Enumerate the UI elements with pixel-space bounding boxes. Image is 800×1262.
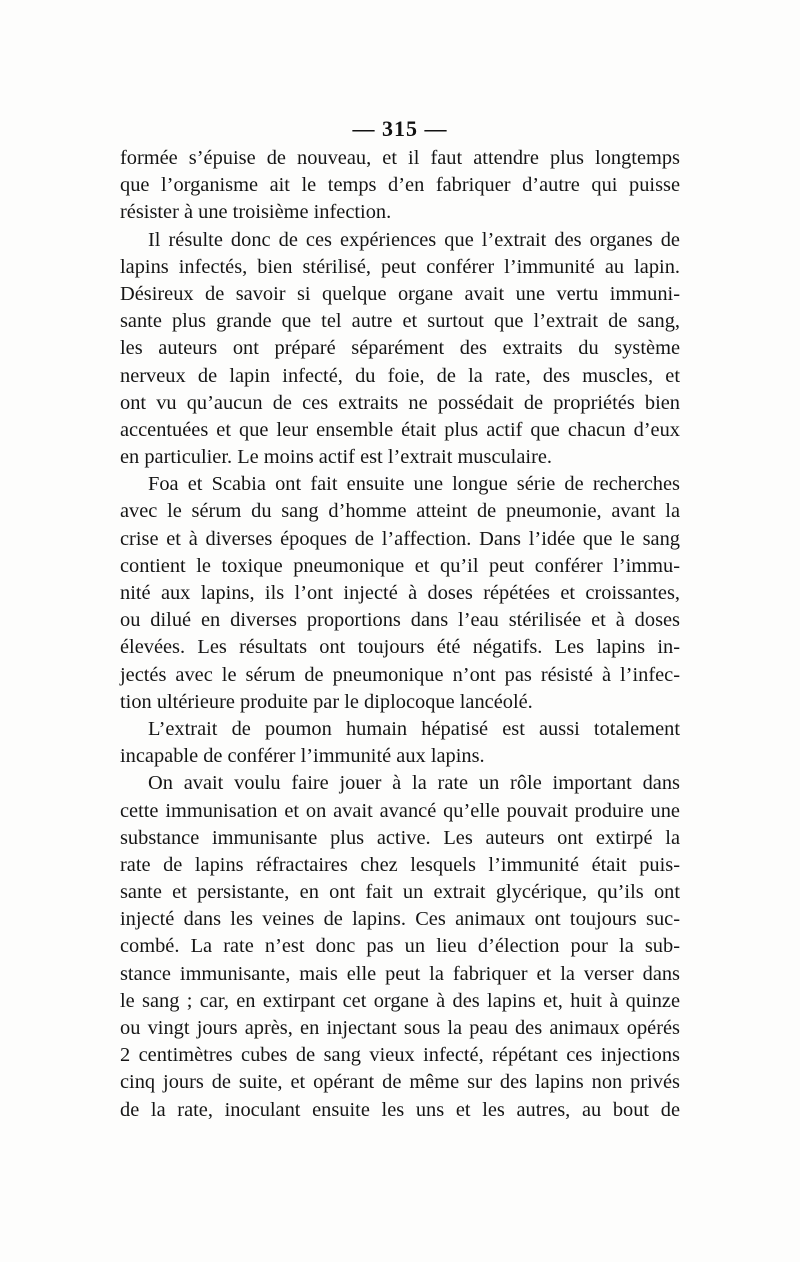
paragraph [120,227,680,472]
text-line: Il résulte donc de ces expériences que l’extrait des organes de [148,228,680,251]
text-line: contient le toxique pneumonique et qu’il peut conférer l’immu- [120,554,680,577]
text-line: rate de lapins réfractaires chez lesquels l’immunité était puis- [120,853,680,876]
text-line: de la rate, inoculant ensuite les uns et les autres, au bout de [120,1098,680,1121]
text-line: lapins infectés, bien stérilisé, peut conférer l’immunité au lapin. [120,255,680,278]
text-line: ou vingt jours après, en injectant sous la peau des animaux opérés [120,1017,680,1039]
text-line: résister à une troisième infection. [120,201,392,224]
text-line: avec le sérum du sang d’homme atteint de pneumonie, avant la [120,500,680,523]
text-line: en particulier. Le moins actif est l’extrait musculaire. [120,446,553,469]
text-line: Foa et Scabia ont fait ensuite une longue série de recherches [148,473,680,496]
text-line: nité aux lapins, ils l’ont injecté à doses répétées et croissantes, [120,582,680,604]
page-number: — 315 — [352,116,448,141]
paragraph [120,145,680,227]
text-line: nerveux de lapin infecté, du foie, de la rate, des muscles, et [120,364,680,387]
text-line: que l’organisme ait le temps d’en fabriquer d’autre qui puisse [120,174,680,197]
body-text [120,145,680,1124]
text-line: L’extrait de poumon humain hépatisé est aussi totalement [148,717,680,740]
text-line: substance immunisante plus active. Les auteurs ont extirpé la [120,826,680,849]
text-line: formée s’épuise de nouveau, et il faut attendre plus longtemps [120,147,680,169]
text-line: jectés avec le sérum de pneumonique n’ont pas résisté à l’infec- [120,663,680,686]
text-line: incapable de conférer l’immunité aux lapins. [120,745,485,768]
paragraph [120,716,680,770]
text-line: injecté dans les veines de lapins. Ces animaux ont toujours suc- [120,908,680,931]
text-line: Désireux de savoir si quelque organe avait une vertu immuni- [120,282,680,305]
paragraph [120,770,680,1123]
paragraph [120,471,680,716]
text-line: le sang ; car, en extirpant cet organe à des lapins et, huit à quinze [120,989,680,1012]
text-line: stance immunisante, mais elle peut la fabriquer et la verser dans [120,962,680,985]
text-line: les auteurs ont préparé séparément des extraits du système [120,337,680,360]
text-line: 2 centimètres cubes de sang vieux infecté, répétant ces injections [120,1044,680,1067]
text-line: tion ultérieure produite par le diplocoque lancéolé. [120,690,533,713]
text-line: crise et à diverses époques de l’affection. Dans l’idée que le sang [120,527,680,550]
text-line: ou dilué en diverses proportions dans l’eau stérilisée et à doses [120,609,680,632]
text-line: cette immunisation et on avait avancé qu’elle pouvait produire une [120,799,680,822]
text-line: sante et persistante, en ont fait un extrait glycérique, qu’ils ont [120,881,680,904]
text-line: accentuées et que leur ensemble était plus actif que chacun d’eux [120,418,680,441]
text-line: combé. La rate n’est donc pas un lieu d’élection pour la sub- [120,935,680,958]
text-line: ont vu qu’aucun de ces extraits ne possédait de propriétés bien [120,391,680,414]
text-line: cinq jours de suite, et opérant de même sur des lapins non privés [120,1071,680,1094]
text-line: sante plus grande que tel autre et surtout que l’extrait de sang, [120,310,680,333]
text-line: élevées. Les résultats ont toujours été négatifs. Les lapins in- [120,636,680,659]
text-line: On avait voulu faire jouer à la rate un rôle important dans [148,772,680,795]
